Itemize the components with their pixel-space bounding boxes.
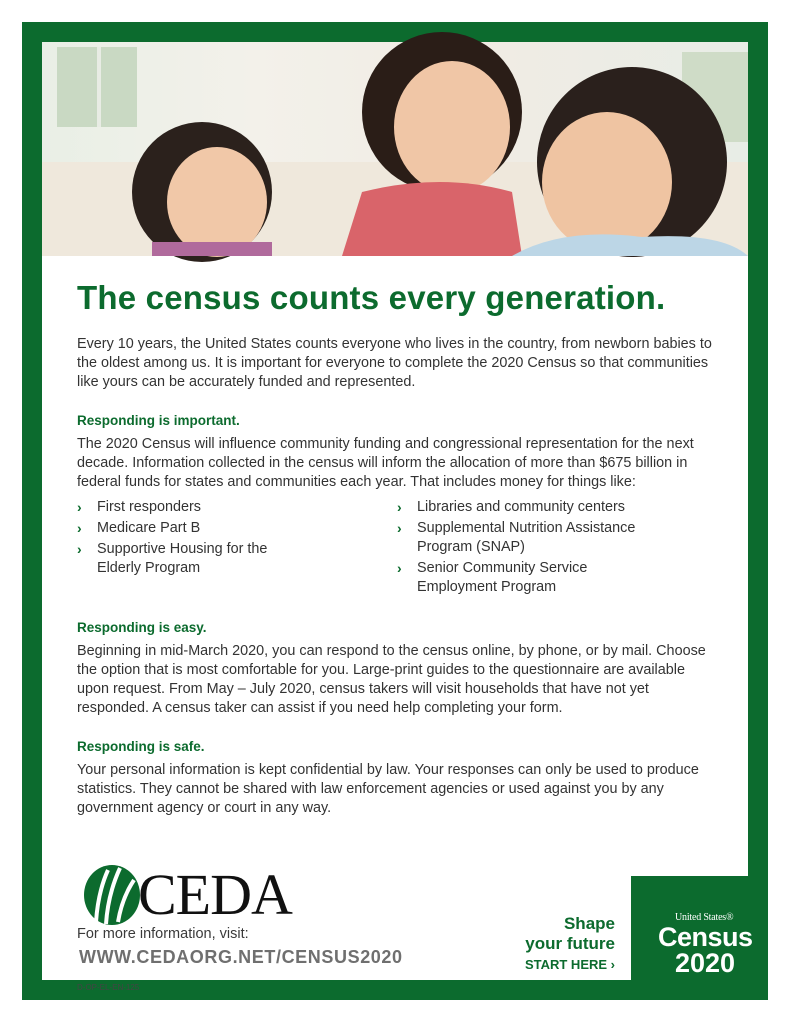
chevron-right-icon: ›: [77, 520, 82, 536]
more-info-label: For more information, visit:: [77, 926, 249, 942]
page-border: [22, 22, 768, 1000]
start-here-link[interactable]: START HERE ›: [524, 957, 615, 972]
shape-your-future: Shape your future START HERE ›: [482, 914, 615, 974]
list-item: › First responders: [77, 499, 201, 515]
intro-paragraph: Every 10 years, the United States counts everyone who lives in the country, from newborn babies to the oldest among us. It is important for everyone to complete the 2020 Census so that communities like yours can be accurately funded and represented.: [77, 336, 712, 390]
bullet-column-right: [397, 498, 717, 599]
flyer: [42, 42, 753, 992]
section-body-safe: Your personal information is kept confidential by law. Your responses can only be used to produce statistics. They cannot be shared with law enforcement agencies or used against you by any government agency or court in any way.: [77, 762, 699, 816]
section-heading-easy: Responding is easy.: [77, 620, 207, 635]
family-photo: [42, 42, 748, 256]
bullet-column-left: [77, 498, 397, 599]
list-item: › Medicare Part B: [77, 520, 201, 536]
list-item: › Libraries and community centers: [397, 499, 625, 515]
bullet-list: [77, 498, 717, 599]
ceda-logo: [82, 862, 322, 930]
chevron-right-icon: ›: [77, 499, 82, 515]
list-item: › Supportive Housing for the Elderly Program: [77, 541, 268, 576]
logo-wordmark: CEDA: [138, 862, 292, 927]
document-code: D-OP-EL-EN-125: [77, 983, 140, 992]
website-link[interactable]: WWW.CEDAORG.NET/CENSUS2020: [79, 947, 403, 967]
chevron-right-icon: ›: [397, 520, 402, 536]
census-2020-logo: United States® Census 2020: [631, 876, 768, 1000]
leaf-emblem-icon: [82, 862, 142, 928]
section-body-important: The 2020 Census will influence community funding and congressional representation for the next decade. Information collected in the census will inform the allocation of more than $675 billion in federal funds for states and communities each year. That includes money for things like:: [77, 436, 694, 490]
headline: The census counts every generation.: [77, 279, 666, 316]
chevron-right-icon: ›: [397, 560, 402, 576]
chevron-right-icon: ›: [397, 499, 402, 515]
chevron-right-icon: ›: [77, 541, 82, 557]
list-item: › Supplemental Nutrition Assistance Program (SNAP): [397, 520, 636, 555]
section-heading-safe: Responding is safe.: [77, 739, 205, 754]
list-item: › Senior Community Service Employment Program: [397, 560, 588, 595]
section-heading-important: Responding is important.: [77, 413, 240, 428]
section-body-easy: Beginning in mid-March 2020, you can respond to the census online, by phone, or by mail. Choose the option that is most comfortable for you. Large-print guides to the questionnaire are available upon request. From May – July 2020, census takers will visit households that have not yet responded. A census taker can assist if you need help completing your form.: [77, 643, 706, 716]
